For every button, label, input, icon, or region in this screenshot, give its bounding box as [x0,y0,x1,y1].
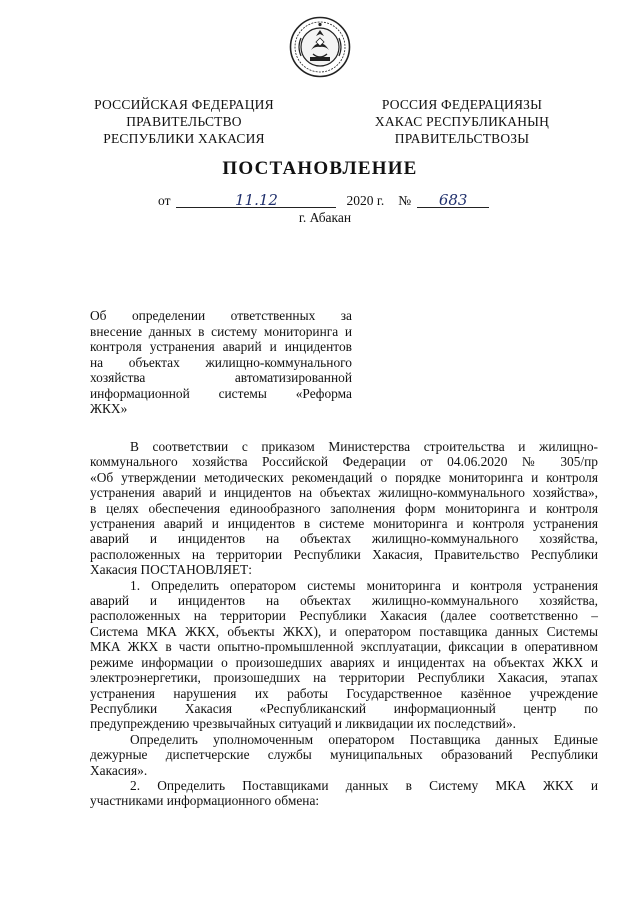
header-left-line: РОССИЙСКАЯ ФЕДЕРАЦИЯ [94,97,274,112]
body-line: 1. Определить оператором системы мониторинга и контроля устранения [130,577,598,593]
subject-block [90,308,352,417]
body-line: режиме информации о произошедших авариях и инцидентах на объектах ЖКХ и [90,654,598,670]
header-right-line: РОССИЯ ФЕДЕРАЦИЯЗЫ [381,97,543,112]
coat-of-arms-emblem [289,16,351,78]
subject-line: на объектах жилищно-коммунального [90,354,352,370]
body-line: устранения аварий и инцидентов на объектах жилищно-коммунального хозяйства», [90,485,598,501]
header-left-line: РЕСПУБЛИКИ ХАКАСИЯ [103,131,265,146]
date-from-label: от [158,193,171,208]
body-line: Определить уполномоченным оператором Поставщика данных Единые [130,731,598,747]
body-line: 2. Определить Поставщиками данных в Систему МКА ЖКХ и [130,777,598,793]
year-label: 2020 г. [346,193,385,208]
body-line: аварий и инцидентов на объектах жилищно-коммунального хозяйства, [90,531,598,547]
subject-line: внесение данных в систему мониторинга и [90,323,352,339]
body-line: МКА ЖКХ в части опытно-промышленной эксплуатации, фиксации в оперативном [90,639,598,655]
body-line: Республики Хакасия «Республиканский информационный центр по [90,700,598,716]
body-line: Система МКА ЖКХ, объекты ЖКХ), и оператором поставщика данных Системы [90,623,598,639]
header-left-block [84,96,284,147]
body-line: электроэнергетики, произошедших на территории Республики Хакасия, этапах [90,670,598,686]
document-title: ПОСТАНОВЛЕНИЕ [222,158,418,179]
subject-line: информационной системы «Реформа [90,385,352,401]
body-line: «Об утверждении методических рекомендаций о порядке мониторинга и контроля [90,469,598,485]
subject-line: хозяйства автоматизированной [90,370,352,385]
number-label: № [398,193,412,208]
subject-line: контроля устранения аварий и инцидентов [90,339,352,354]
body-line: Хакасия». [90,762,148,778]
body-line: Хакасия ПОСТАНОВЛЯЕТ: [90,562,252,578]
header-right-block [362,96,562,147]
handwritten-date: 11.12 [176,193,336,208]
body-line: предупреждению чрезвычайных ситуаций и ликвидации их последствий». [90,716,516,732]
body-line: В соответствии с приказом Министерства строительства и жилищно- [130,439,598,454]
subject-line: Об определении ответственных за [90,308,352,323]
header-right-line: ХАКАС РЕСПУБЛИКАНЫҢ [374,114,550,129]
document-body [90,439,598,809]
city-label: г. Абакан [298,210,352,225]
body-line: расположенных на территории Республики Хакасия (далее соответственно – [90,608,598,624]
date-number-line [158,193,489,209]
subject-line: ЖКХ» [90,401,128,416]
body-line: участниками информационного обмена: [90,793,320,809]
body-line: в целях обеспечения единообразного заполнения форм мониторинга и контроля [90,500,598,516]
body-line: устранения аварий и инцидентов в системе мониторинга и контроля устранения [90,516,598,532]
body-line: расположенных на территории Республики Хакасия, Правительство Республики [90,546,598,562]
body-line: устранения нарушения их работы Государственное казённое учреждение [90,685,598,701]
body-line: коммунального хозяйства Российской Федерации от 04.06.2020 № 305/пр [90,454,598,470]
header-left-line: ПРАВИТЕЛЬСТВО [126,114,242,129]
handwritten-number: 683 [417,193,489,208]
header-right-line: ПРАВИТЕЛЬСТВОЗЫ [394,131,530,146]
body-line: аварий и инцидентов на объектах жилищно-коммунального хозяйства, [90,593,598,609]
body-line: дежурные диспетчерские службы муниципальных образований Республики [90,747,598,763]
